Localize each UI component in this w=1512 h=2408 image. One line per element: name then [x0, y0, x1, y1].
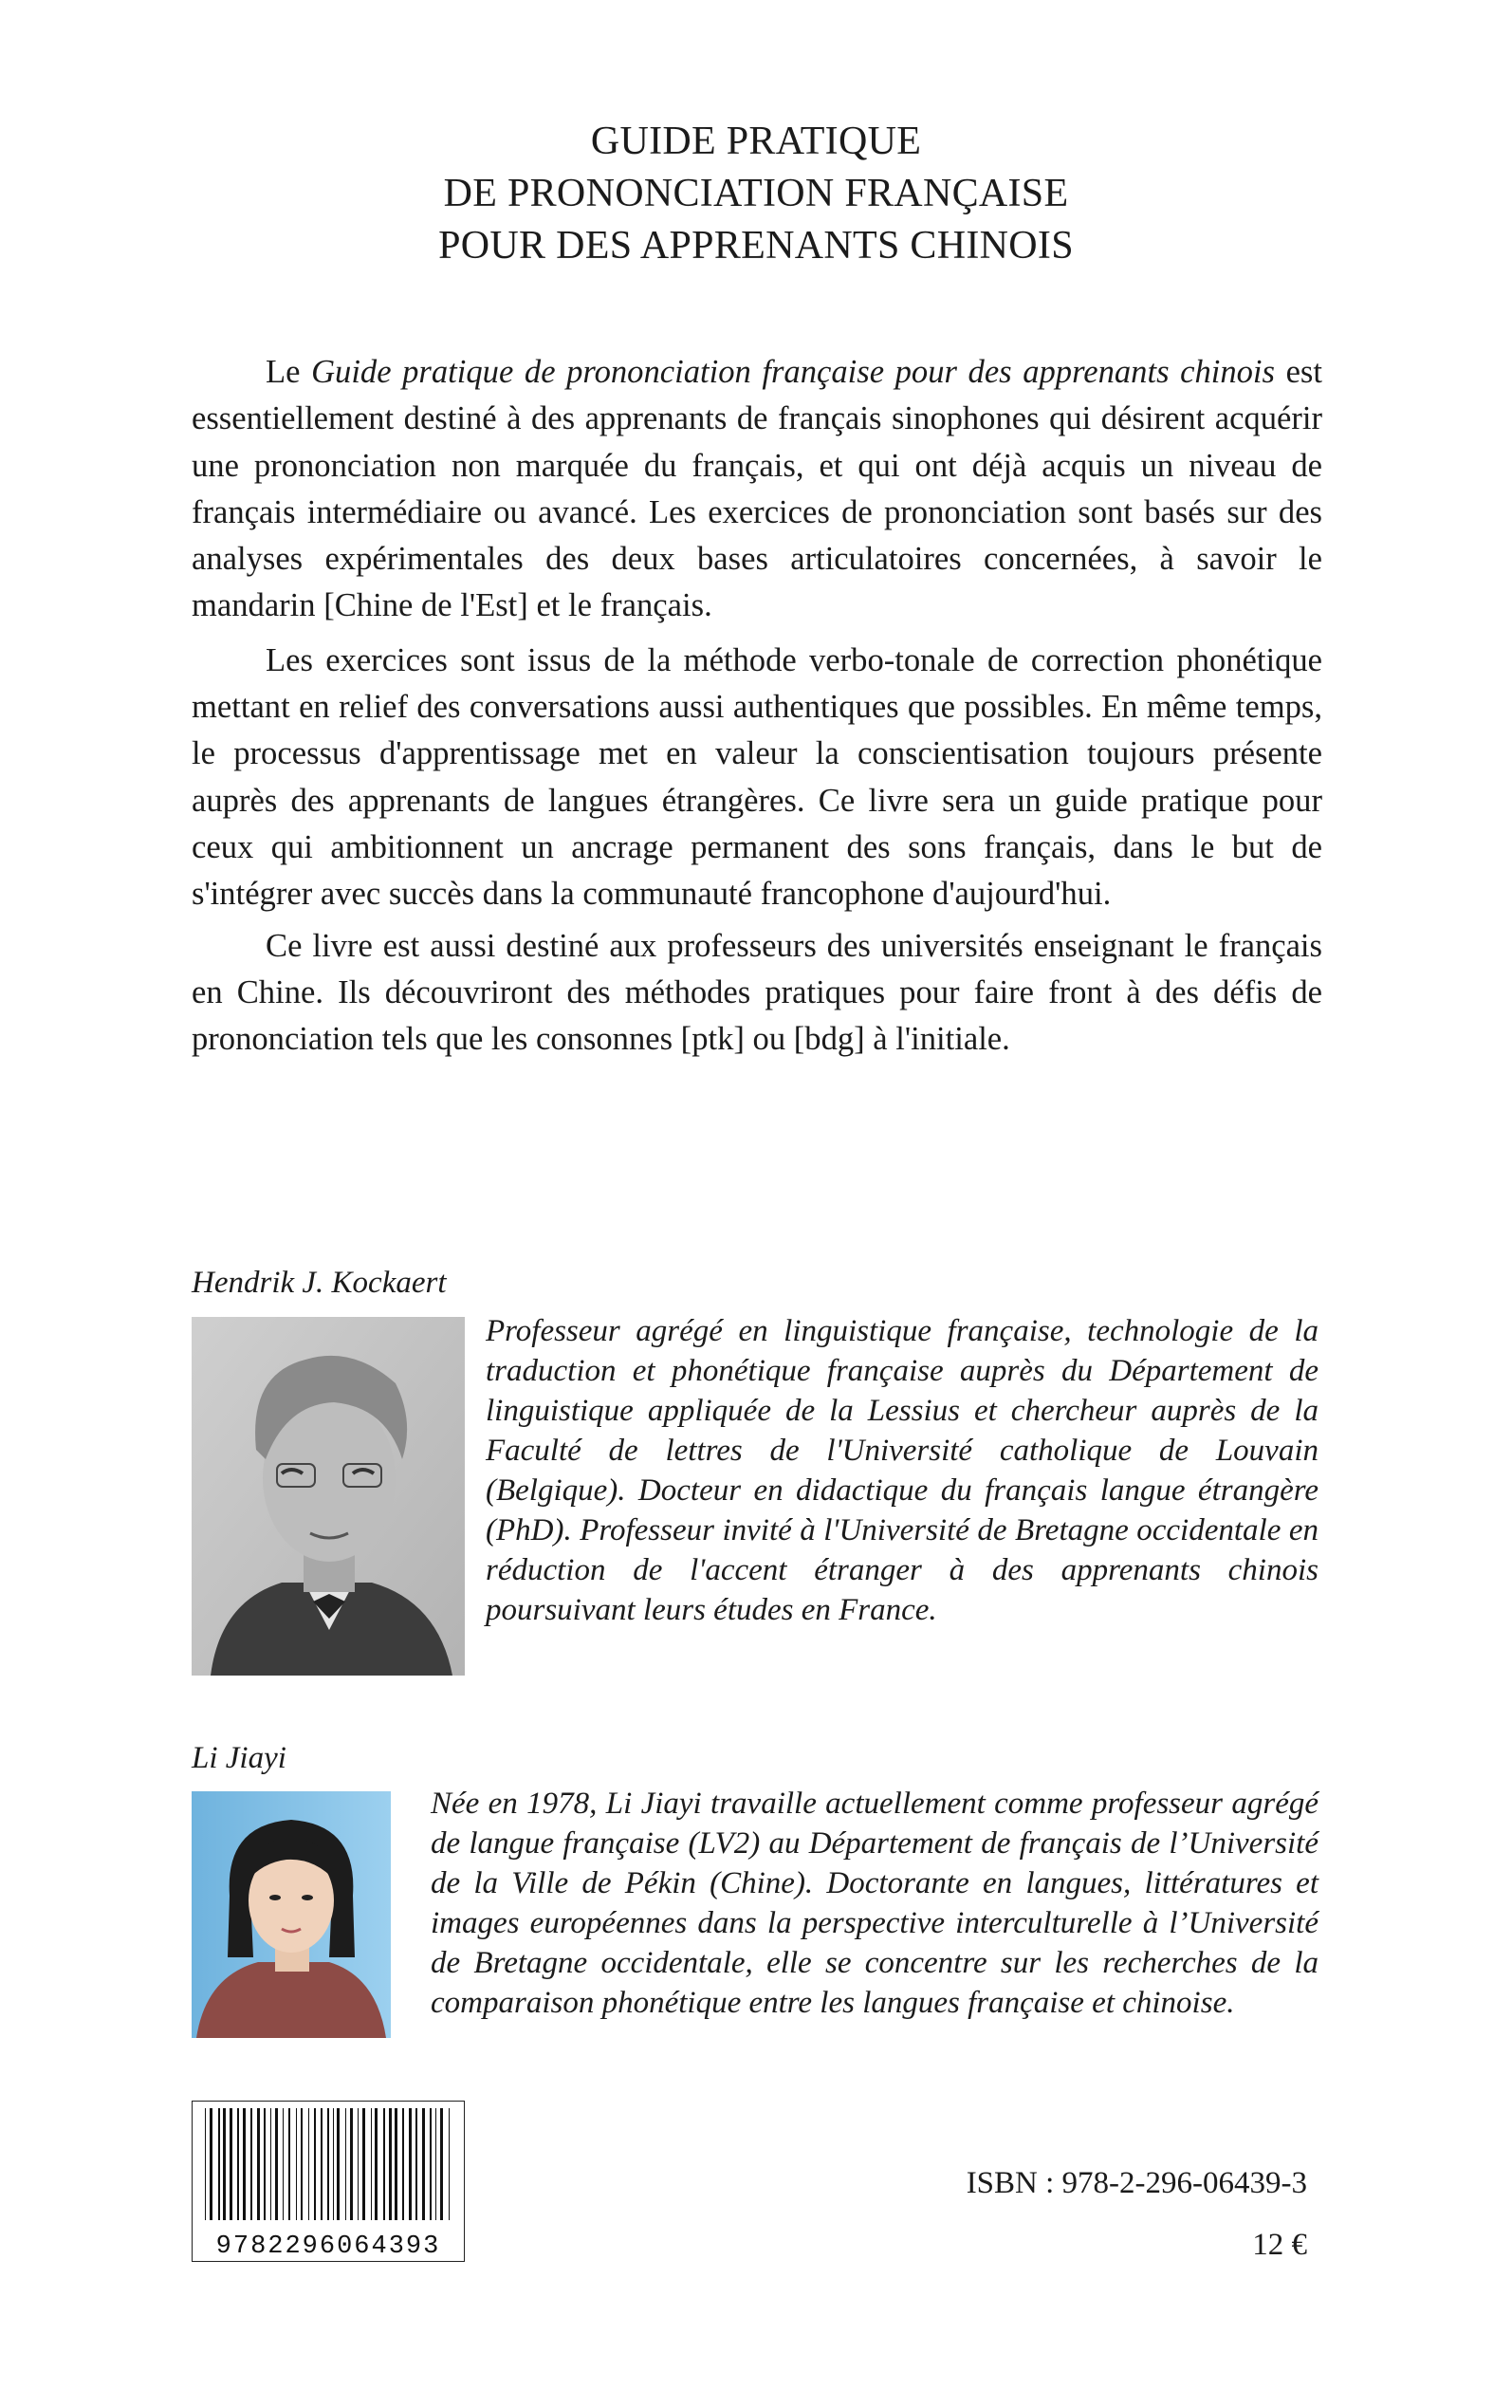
- barcode-bar: [449, 2108, 450, 2220]
- barcode-bar: [275, 2108, 278, 2220]
- price: 12 €: [1252, 2228, 1307, 2262]
- barcode-bar: [243, 2108, 246, 2220]
- barcode-bar: [327, 2108, 329, 2220]
- barcode-bar: [296, 2108, 297, 2220]
- description-paragraph-3: Ce livre est aussi destiné aux professeurs des universités enseignant le français en Chine. Ils découvriront des méthodes pratiques pour faire front à des défis de prononciation tels que les consonnes [ptk] ou [bdg] à l'initiale.: [192, 927, 1322, 1058]
- title-line-1: GUIDE PRATIQUE: [590, 120, 922, 163]
- author-2-photo: [192, 1791, 391, 2038]
- title-line-3: POUR DES APPRENANTS CHINOIS: [438, 224, 1074, 268]
- barcode-bar: [205, 2108, 206, 2220]
- barcode-bar: [288, 2108, 290, 2220]
- barcode-bar: [237, 2108, 239, 2220]
- author-1-name: Hendrik J. Kockaert: [192, 1266, 447, 1300]
- author-1-photo: [192, 1317, 465, 1676]
- barcode-bar: [371, 2108, 372, 2220]
- p1-book-title: Guide pratique de prononciation française pour des apprenants chinois: [311, 354, 1275, 390]
- barcode-bar: [430, 2108, 432, 2220]
- barcode-bar: [218, 2108, 220, 2220]
- barcode-bar: [415, 2108, 417, 2220]
- barcode-bar: [230, 2108, 232, 2220]
- barcode-bar: [435, 2108, 436, 2220]
- barcode-bar: [350, 2108, 353, 2220]
- barcode-bar: [383, 2108, 385, 2220]
- barcode-bar: [210, 2108, 212, 2220]
- title-line-2: DE PRONONCIATION FRANÇAISE: [443, 172, 1069, 215]
- author-2-bio: Née en 1978, Li Jiayi travaille actuellement comme professeur agrégé de langue française (LV2) au Département de français de l’Université de la Ville de Pékin (Chine). Doctorante en langues, littératures et images européennes dans la perspective interculturelle à l’Université de Bretagne occidentale, elle se concentre sur les recherches de la comparaison phonétique entre les langues française et chinoise.: [431, 1787, 1318, 2020]
- barcode-bar: [223, 2108, 226, 2220]
- barcode-graphic: [192, 2101, 465, 2262]
- description-paragraph-1: [192, 349, 1322, 630]
- barcode-bar: [283, 2108, 284, 2220]
- barcode-bar: [440, 2108, 443, 2220]
- barcode-bar: [395, 2108, 397, 2220]
- barcode-bar: [314, 2108, 316, 2220]
- barcode-bar: [337, 2108, 340, 2220]
- barcode-digits: 9782296064393: [215, 2232, 441, 2261]
- barcode-bar: [389, 2108, 392, 2220]
- barcode-bar: [257, 2108, 260, 2220]
- barcode-bar: [345, 2108, 346, 2220]
- barcode-bar: [308, 2108, 309, 2220]
- author-2-name: Li Jiayi: [192, 1741, 286, 1775]
- p1-lead: Le: [266, 354, 312, 390]
- book-title: [0, 116, 1512, 272]
- barcode-bar: [409, 2108, 412, 2220]
- p1-rest: est essentiellement destiné à des apprenants de français sinophones qui désirent acquérir une prononciation non marquée du français, et qui ont déjà acquis un niveau de français intermédiaire ou avancé. Les exercices de prononciation sont basés sur des analyses expérimentales des deux bases articulatoires concernées, à savoir le mandarin [Chine de l'Est] et le français.: [192, 354, 1322, 624]
- barcode-bar: [375, 2108, 378, 2220]
- barcode-bar: [362, 2108, 365, 2220]
- barcode-bar: [321, 2108, 323, 2220]
- barcode-bar: [264, 2108, 266, 2220]
- barcode-bar: [301, 2108, 303, 2220]
- description: [192, 349, 1322, 1067]
- barcode-bar: [422, 2108, 425, 2220]
- barcode-bar: [402, 2108, 404, 2220]
- barcode-bar: [270, 2108, 271, 2220]
- barcode-bar: [333, 2108, 334, 2220]
- isbn: ISBN : 978-2-296-06439-3: [966, 2166, 1307, 2200]
- barcode-bar: [358, 2108, 359, 2220]
- barcode: [192, 2101, 465, 2262]
- description-paragraph-2: Les exercices sont issus de la méthode verbo-tonale de correction phonétique mettant en relief des conversations aussi authentiques que possibles. En même temps, le processus d'apprentissage met en valeur la conscientisation toujours présente auprès des apprenants de langues étrangères. Ce livre sera un guide pratique pour ceux qui ambitionnent un ancrage permanent des sons français, dans le but de s'intégrer avec succès dans la communauté francophone d'aujourd'hui.: [192, 641, 1322, 913]
- author-1-bio: Professeur agrégé en linguistique française, technologie de la traduction et phonétique française auprès du Département de linguistique appliquée de la Lessius et chercheur auprès de la Faculté de lettres de l'Université catholique de Louvain (Belgique). Docteur en didactique du français langue étrangère (PhD). Professeur invité à l'Université de Bretagne occidentale en réduction de l'accent étranger à des apprenants chinois poursuivant leurs études en France.: [486, 1314, 1318, 1627]
- barcode-bar: [250, 2108, 252, 2220]
